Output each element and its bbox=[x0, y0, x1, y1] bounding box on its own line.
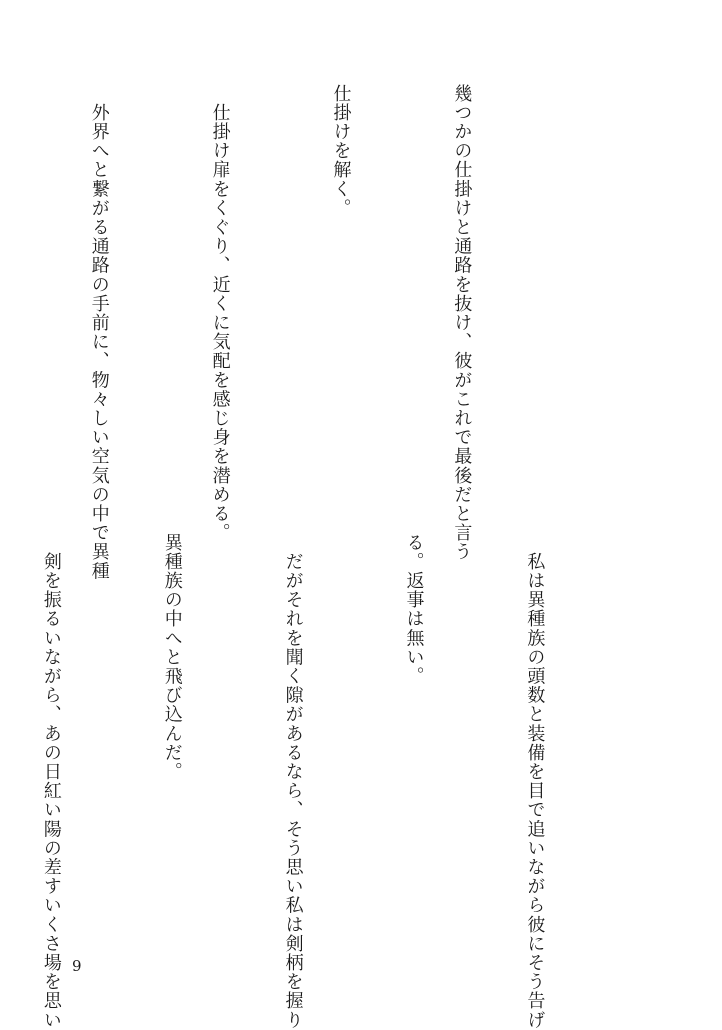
text-block-top bbox=[0, 84, 562, 581]
text-line: 剣を振るいながら、あの日紅い陽の差すいくさ場を思い bbox=[40, 533, 62, 1030]
text-line: だがそれを聞く隙があるなら、そう思い私は剣柄を握り bbox=[282, 533, 304, 1030]
text-line: 異種族の中へと飛び込んだ。 bbox=[161, 533, 183, 782]
text-block-bottom bbox=[0, 533, 635, 1030]
text-line: 外界へと繋がる通路の手前に、物々しい空気の中で異種 bbox=[88, 84, 110, 581]
text-line: 仕掛けを解く。 bbox=[330, 84, 352, 218]
page-number: 9 bbox=[72, 957, 82, 975]
text-line: 仕掛け扉をくぐり、近くに気配を感じ身を潜める。 bbox=[209, 84, 231, 543]
text-line: 幾つかの仕掛けと通路を抜け、彼がこれで最後だと言う bbox=[451, 84, 473, 562]
text-line: る。返事は無い。 bbox=[403, 533, 425, 686]
text-line: 私は異種族の頭数と装備を目で追いながら彼にそう告げ bbox=[524, 533, 546, 1030]
